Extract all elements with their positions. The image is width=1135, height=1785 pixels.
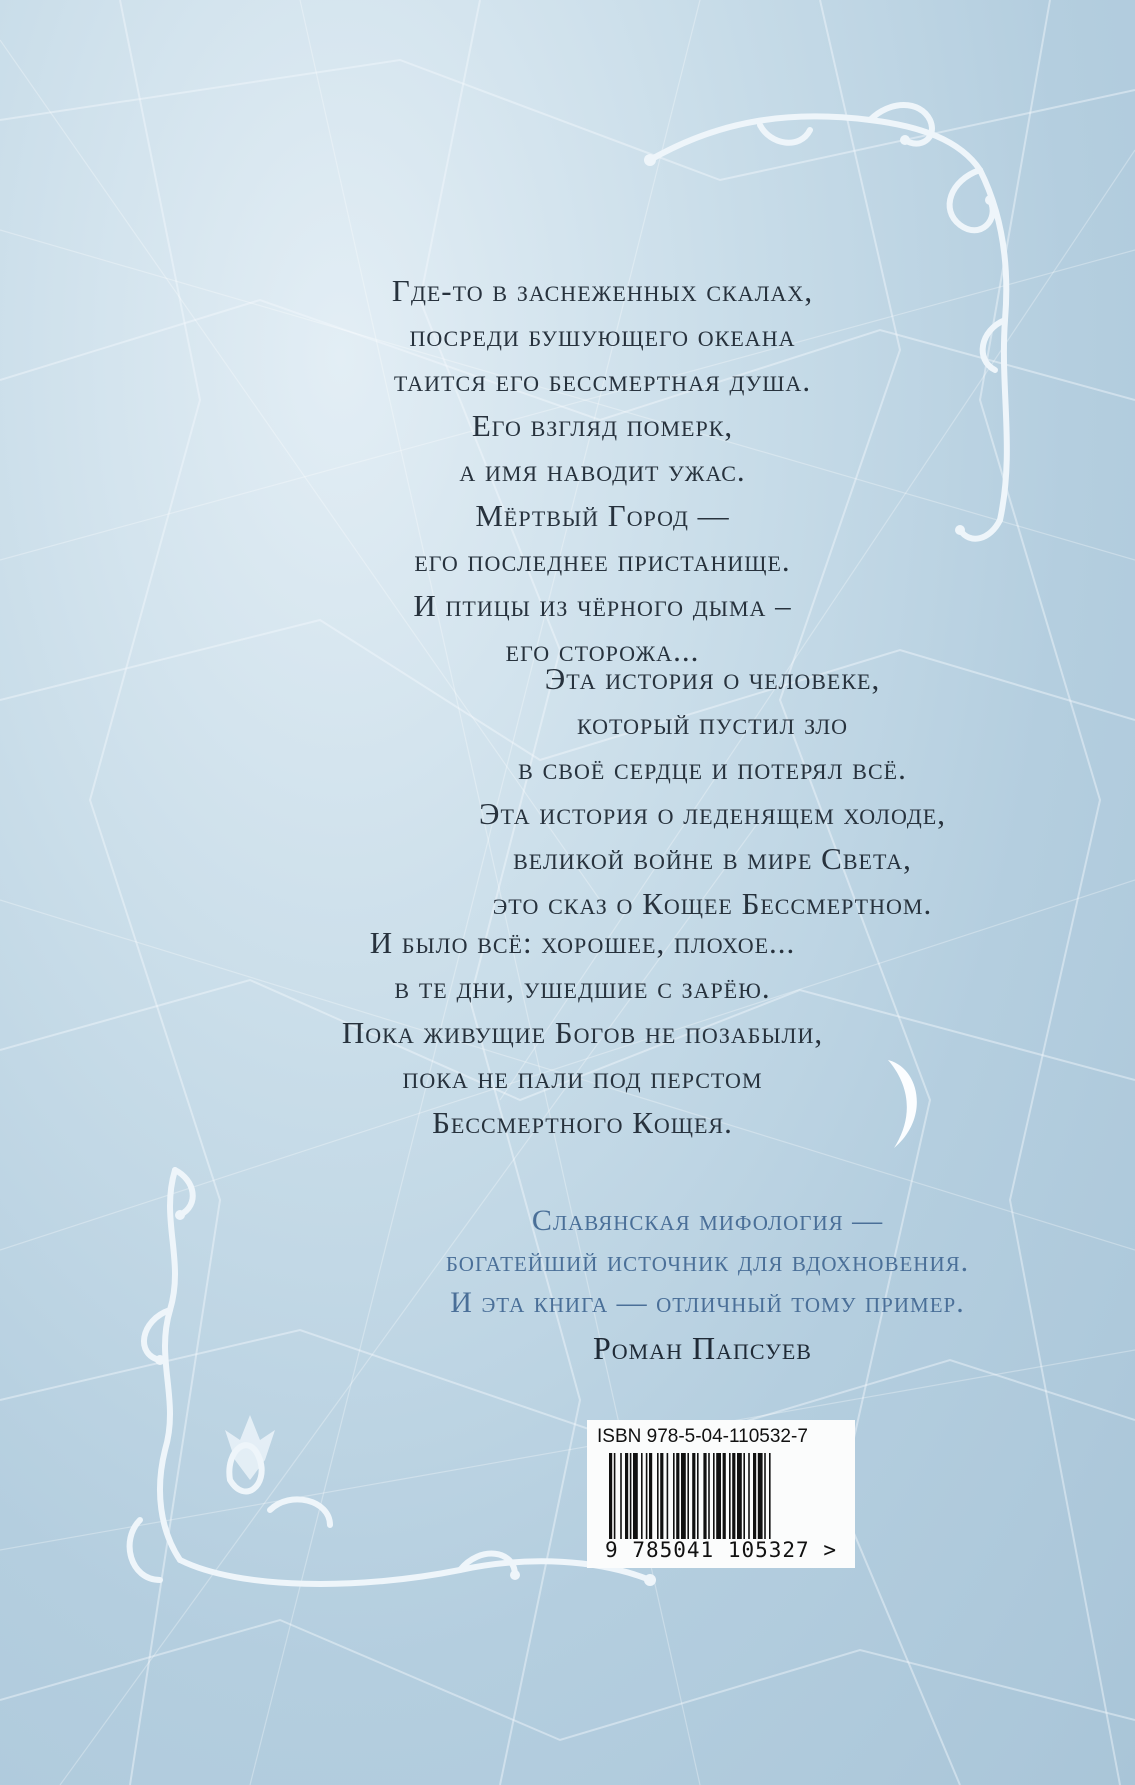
quote-line: И эта книга — отличный тому пример. [450, 1286, 965, 1319]
barcode-bar [641, 1453, 643, 1539]
barcode-bar [758, 1453, 763, 1539]
stanza-line: И было всё: хорошее, плохое... [369, 925, 796, 960]
barcode-bars [609, 1453, 833, 1539]
barcode-bar [673, 1453, 675, 1539]
barcode-bar [713, 1453, 715, 1539]
barcode-bar [660, 1453, 663, 1539]
barcode-bar [620, 1453, 622, 1539]
barcode-bar [743, 1453, 745, 1539]
stanza-line: в те дни, ушедшие с зарёю. [394, 970, 771, 1005]
barcode-bar [753, 1453, 756, 1539]
stanza-line: в своё сердце и потерял всё. [518, 751, 907, 786]
stanza-1 [0, 268, 1135, 673]
stanza-line: Его взгляд померк, [471, 408, 734, 443]
barcode-bar [716, 1453, 721, 1539]
stanza-line: Эта история о леденящем холоде, [478, 796, 946, 831]
stanza-line: который пустил зло [576, 706, 849, 741]
stanza-line: Мёртвый Город — [475, 498, 730, 533]
barcode-bar [692, 1453, 695, 1539]
stanza-line: пока не пали под перстом [402, 1060, 763, 1095]
stanza-line: Где-то в заснеженных скалах, [391, 273, 814, 308]
stanza-line: а имя наводит ужас. [459, 453, 746, 488]
barcode-bar [697, 1453, 699, 1539]
stanza-line: таится его бессмертная душа. [393, 363, 812, 398]
barcode-bar [667, 1453, 669, 1539]
barcode-bar [649, 1453, 652, 1539]
isbn-barcode [587, 1420, 855, 1568]
stanza-line: его последнее пристанище. [414, 543, 791, 578]
barcode-bar [609, 1453, 612, 1539]
barcode-bar [646, 1453, 648, 1539]
stanza-line: Пока живущие Богов не позабыли, [341, 1015, 824, 1050]
quote-author: Роман Папсуев [593, 1330, 812, 1366]
stanza-3 [0, 920, 1135, 1145]
barcode-bar [657, 1453, 659, 1539]
barcode-bar [732, 1453, 735, 1539]
barcode-digits: 9 785041 105327 > [605, 1538, 837, 1562]
stanza-line: И птицы из чёрного дыма – [413, 588, 792, 623]
quote-line: Славянская мифология — [531, 1204, 884, 1237]
stanza-line: Бессмертного Кощея. [432, 1105, 733, 1140]
stanza-line: это сказ о Кощее Бессмертном. [492, 886, 933, 921]
stanza-2 [0, 656, 1135, 926]
stanza-line: Эта история о человеке, [544, 661, 881, 696]
quote-line: богатейший источник для вдохновения. [445, 1245, 970, 1278]
barcode-bar [729, 1453, 731, 1539]
barcode-bar [633, 1453, 638, 1539]
barcode-bar [625, 1453, 628, 1539]
stanza-line: посреди бушующего океана [409, 318, 796, 353]
barcode-bar [614, 1453, 616, 1539]
barcode-bar [687, 1453, 689, 1539]
barcode-bar [676, 1453, 679, 1539]
stanza-line: его сторожа... [505, 633, 700, 668]
barcode-bar [708, 1453, 710, 1539]
barcode-bar [703, 1453, 706, 1539]
barcode-bar [764, 1453, 766, 1539]
stanza-line: великой войне в мире Света, [513, 841, 912, 876]
barcode-bar [681, 1453, 686, 1539]
isbn-label: ISBN 978-5-04-110532-7 [597, 1426, 808, 1447]
barcode-bar [748, 1453, 750, 1539]
barcode-bar [737, 1453, 742, 1539]
barcode-bar [723, 1453, 726, 1539]
barcode-bar [630, 1453, 632, 1539]
barcode-bar [769, 1453, 771, 1539]
review-quote [0, 1200, 1135, 1323]
